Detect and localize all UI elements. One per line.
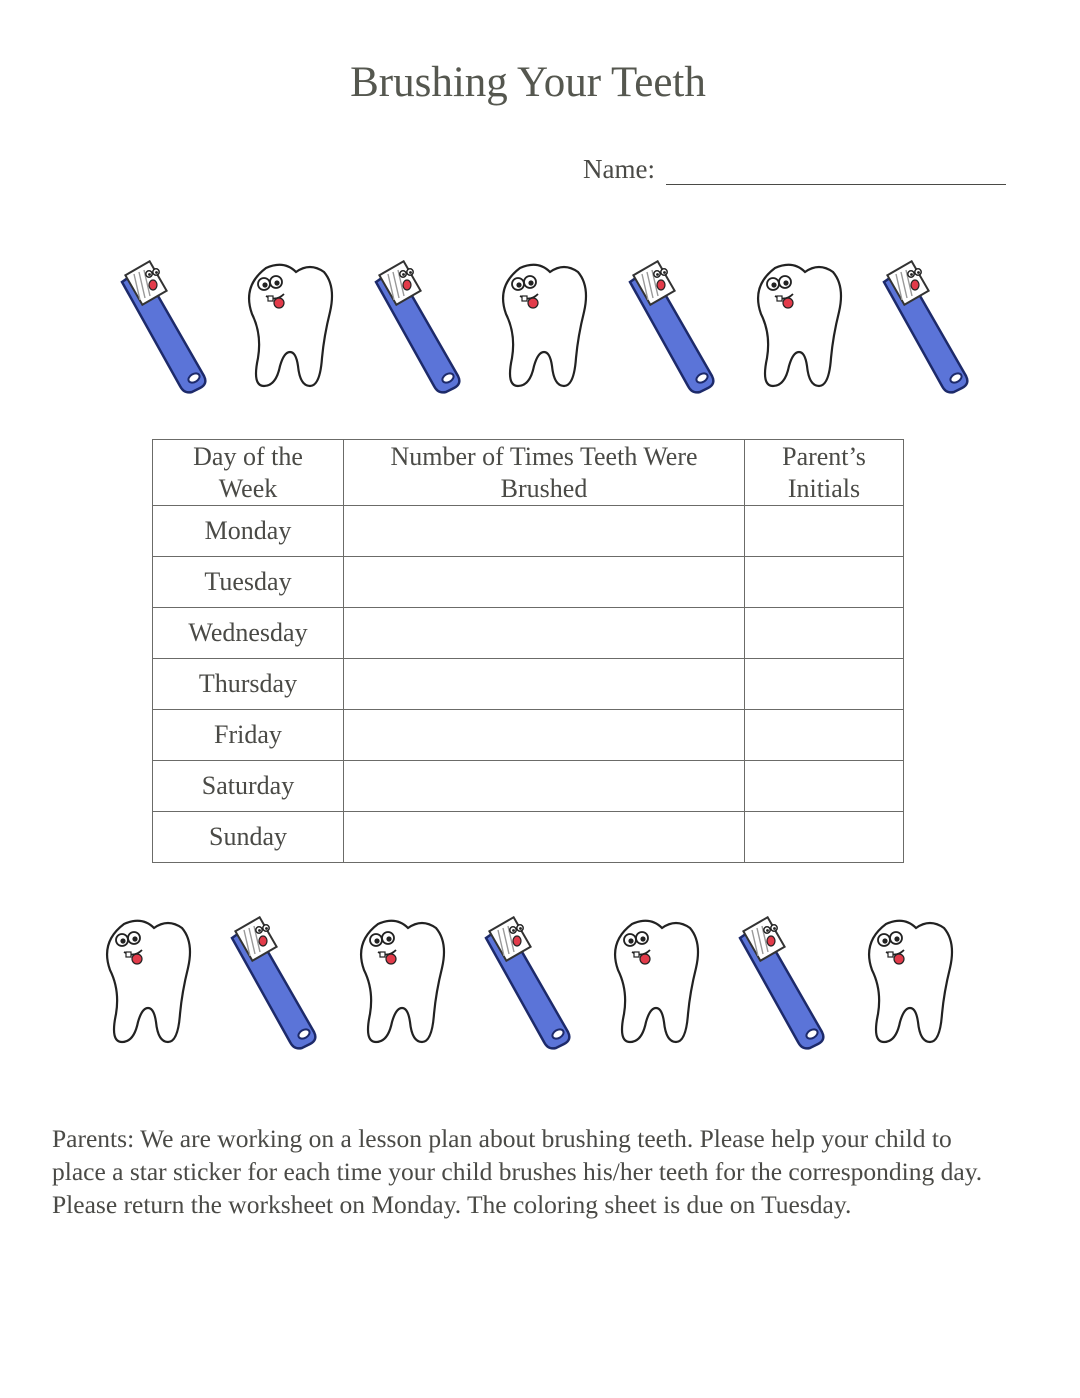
count-cell[interactable] <box>344 659 745 710</box>
count-cell[interactable] <box>344 812 745 863</box>
initials-cell[interactable] <box>745 710 904 761</box>
toothbrush-icon <box>476 916 576 1052</box>
day-cell: Monday <box>153 506 344 557</box>
toothbrush-icon <box>620 260 720 396</box>
day-cell: Wednesday <box>153 608 344 659</box>
toothbrush-icon <box>112 260 212 396</box>
toothbrush-icon <box>730 916 830 1052</box>
tooth-icon <box>856 918 960 1046</box>
day-cell: Tuesday <box>153 557 344 608</box>
top-illustration-row <box>0 258 1080 398</box>
tooth-icon <box>490 262 594 390</box>
toothbrush-icon <box>874 260 974 396</box>
parent-note: Parents: We are working on a lesson plan about brushing teeth. Please help your child to place a star sticker for each time your child brushes his/her teeth for the corresponding day. Please return the worksheet on Monday. The coloring sheet is due on Tuesday. <box>52 1124 983 1219</box>
day-cell: Friday <box>153 710 344 761</box>
table-row <box>153 812 904 863</box>
tooth-icon <box>745 262 849 390</box>
name-label: Name: <box>583 154 655 184</box>
count-cell[interactable] <box>344 608 745 659</box>
tooth-icon <box>348 918 452 1046</box>
count-cell[interactable] <box>344 506 745 557</box>
table-row <box>153 710 904 761</box>
count-cell[interactable] <box>344 557 745 608</box>
header-count: Number of Times Teeth Were Brushed <box>344 440 745 506</box>
header-day: Day of the Week <box>153 440 344 506</box>
toothbrush-icon <box>222 916 322 1052</box>
table-row <box>153 608 904 659</box>
initials-cell[interactable] <box>745 608 904 659</box>
name-field[interactable] <box>666 184 1006 185</box>
tooth-icon <box>602 918 706 1046</box>
initials-cell[interactable] <box>745 506 904 557</box>
tooth-icon <box>236 262 340 390</box>
day-cell: Thursday <box>153 659 344 710</box>
day-cell: Sunday <box>153 812 344 863</box>
initials-cell[interactable] <box>745 659 904 710</box>
count-cell[interactable] <box>344 710 745 761</box>
initials-cell[interactable] <box>745 761 904 812</box>
initials-cell[interactable] <box>745 812 904 863</box>
initials-cell[interactable] <box>745 557 904 608</box>
count-cell[interactable] <box>344 761 745 812</box>
bottom-illustration-row <box>0 914 1080 1054</box>
brushing-log-table <box>152 439 904 863</box>
table-row <box>153 659 904 710</box>
page-title: Brushing Your Teeth <box>350 59 706 106</box>
toothbrush-icon <box>366 260 466 396</box>
day-cell: Saturday <box>153 761 344 812</box>
tooth-icon <box>94 918 198 1046</box>
table-row <box>153 557 904 608</box>
table-row <box>153 761 904 812</box>
table-row <box>153 506 904 557</box>
header-initials: Parent’s Initials <box>745 440 904 506</box>
table-header-row <box>153 440 904 506</box>
